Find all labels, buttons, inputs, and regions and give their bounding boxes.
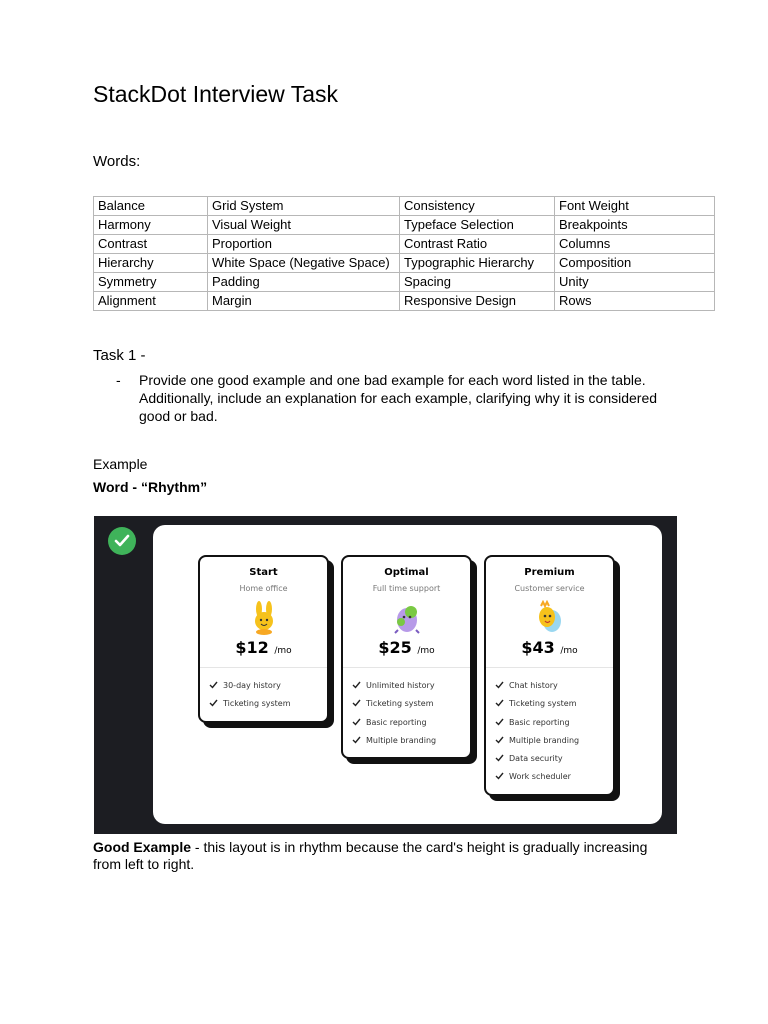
feature-label: Ticketing system: [509, 699, 577, 709]
list-item: [495, 750, 579, 768]
document-title: StackDot Interview Task: [93, 81, 339, 107]
feature-label: Basic reporting: [366, 717, 427, 727]
plan-name: Premium: [524, 567, 575, 578]
check-icon: [495, 754, 504, 762]
table-row: [94, 254, 715, 273]
table-cell: Spacing: [400, 273, 555, 292]
table-cell: Contrast: [94, 235, 208, 254]
list-item: [209, 677, 291, 695]
table-cell: Proportion: [208, 235, 400, 254]
check-badge-icon: [108, 527, 136, 555]
table-cell: White Space (Negative Space): [208, 254, 400, 273]
table-row: [94, 197, 715, 216]
example-word-heading: Word - “Rhythm”: [93, 479, 208, 495]
price-period: /mo: [417, 646, 435, 656]
table-row: [94, 235, 715, 254]
feature-label: Unlimited history: [366, 681, 435, 690]
feature-label: Multiple branding: [366, 735, 437, 745]
feature-list: [495, 677, 579, 787]
list-item: [495, 732, 579, 750]
feature-label: Ticketing system: [223, 699, 291, 709]
pricing-card-optimal: [341, 555, 472, 759]
table-cell: Hierarchy: [94, 254, 208, 273]
card-divider: [200, 667, 327, 668]
feature-label: Chat history: [509, 681, 558, 690]
table-cell: Margin: [208, 292, 400, 311]
good-example-text: - this layout is in rhythm because the card's height is gradually increasing from left to right.: [93, 839, 648, 872]
bunny-icon: [246, 600, 282, 636]
table-cell: Padding: [208, 273, 400, 292]
list-bullet: -: [116, 372, 121, 388]
creature-icon: [389, 600, 425, 636]
table-cell: Typeface Selection: [400, 216, 555, 235]
check-icon: [352, 699, 361, 707]
table-cell: Composition: [555, 254, 715, 273]
table-cell: Font Weight: [555, 197, 715, 216]
table-row: [94, 292, 715, 311]
plan-subtitle: Customer service: [514, 584, 585, 593]
table-row: [94, 273, 715, 292]
check-icon: [495, 772, 504, 780]
words-table: [93, 196, 715, 311]
plan-subtitle: Full time support: [372, 584, 441, 593]
plan-price: [200, 638, 327, 657]
table-row: [94, 216, 715, 235]
feature-label: 30-day history: [223, 681, 281, 690]
plan-price: [486, 638, 613, 657]
table-cell: Responsive Design: [400, 292, 555, 311]
check-icon: [209, 681, 218, 689]
list-item: [495, 768, 579, 786]
plan-subtitle: Home office: [239, 584, 288, 593]
check-icon: [495, 718, 504, 726]
feature-label: Multiple branding: [509, 735, 580, 745]
good-example-label: Good Example: [93, 839, 192, 855]
list-item: [495, 714, 579, 732]
check-icon: [352, 718, 361, 726]
price-period: /mo: [560, 646, 578, 656]
table-cell: Typographic Hierarchy: [400, 254, 555, 273]
card-divider: [343, 667, 470, 668]
table-cell: Consistency: [400, 197, 555, 216]
price-amount: $12: [235, 638, 269, 657]
price-amount: $25: [378, 638, 412, 657]
feature-label: Ticketing system: [366, 699, 434, 709]
task-1-text: Provide one good example and one bad example for each word listed in the table. Additionally, include an explanation for each example, clarifying why it is considered good or bad.: [139, 372, 658, 424]
check-icon: [352, 736, 361, 744]
list-item: [495, 677, 579, 695]
check-icon: [495, 699, 504, 707]
feature-label: Data security: [509, 754, 563, 764]
feature-list: [352, 677, 436, 750]
table-cell: Contrast Ratio: [400, 235, 555, 254]
good-example-paragraph: [93, 839, 668, 873]
feature-label: Basic reporting: [509, 717, 570, 727]
price-period: /mo: [274, 646, 292, 656]
feature-label: Work scheduler: [509, 772, 571, 782]
card-divider: [486, 667, 613, 668]
table-cell: Breakpoints: [555, 216, 715, 235]
table-cell: Visual Weight: [208, 216, 400, 235]
pricing-card-premium: [484, 555, 615, 796]
table-cell: Rows: [555, 292, 715, 311]
words-label: Words:: [93, 153, 141, 170]
table-cell: Columns: [555, 235, 715, 254]
plan-name: Start: [249, 567, 278, 578]
task-1-title: Task 1 -: [93, 347, 146, 364]
table-cell: Symmetry: [94, 273, 208, 292]
list-item: [352, 677, 436, 695]
table-cell: Harmony: [94, 216, 208, 235]
pricing-screenshot: [94, 516, 677, 834]
list-item: [209, 695, 291, 713]
table-cell: Alignment: [94, 292, 208, 311]
plan-price: [343, 638, 470, 657]
check-icon: [495, 681, 504, 689]
list-item: [352, 695, 436, 713]
list-item: [352, 732, 436, 750]
table-cell: Unity: [555, 273, 715, 292]
list-item: [352, 714, 436, 732]
yeti-icon: [532, 600, 568, 636]
check-icon: [352, 681, 361, 689]
feature-list: [209, 677, 291, 714]
task-1-instruction: [116, 371, 676, 425]
example-label: Example: [93, 456, 148, 472]
plan-name: Optimal: [384, 567, 429, 578]
check-icon: [209, 699, 218, 707]
check-icon: [495, 736, 504, 744]
pricing-card-start: [198, 555, 329, 723]
price-amount: $43: [521, 638, 555, 657]
list-item: [495, 695, 579, 713]
table-cell: Balance: [94, 197, 208, 216]
table-cell: Grid System: [208, 197, 400, 216]
pricing-panel: [153, 525, 662, 824]
